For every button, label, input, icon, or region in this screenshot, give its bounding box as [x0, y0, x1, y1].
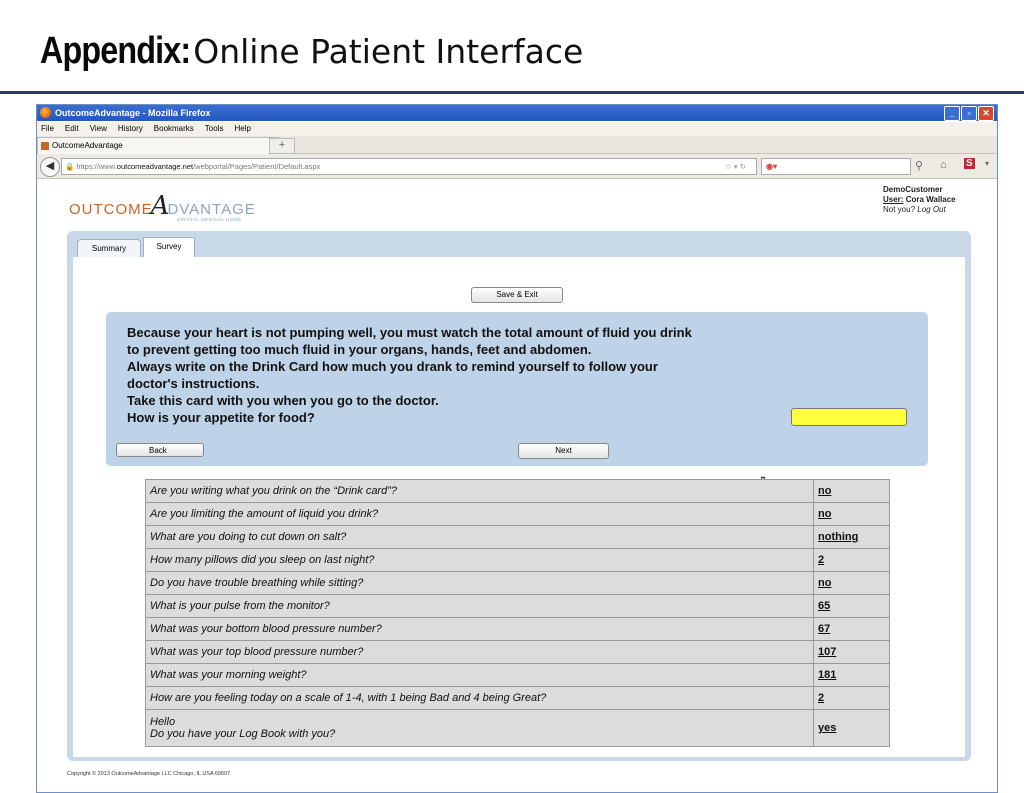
- answer-cell[interactable]: no: [814, 480, 890, 503]
- menu-bar: [37, 122, 997, 136]
- answer-cell[interactable]: 67: [814, 618, 890, 641]
- greeting-text: Hello: [150, 716, 176, 728]
- question-cell: Are you writing what you drink on the “Drink card”?: [146, 480, 814, 503]
- new-tab-button[interactable]: +: [269, 138, 295, 154]
- maximize-icon[interactable]: ▫: [961, 106, 977, 121]
- previous-answers-table: [145, 479, 890, 747]
- lock-icon: 🔒: [65, 162, 75, 171]
- menu-tools[interactable]: Tools: [204, 124, 224, 133]
- url-path: /webportal/Pages/Patient/Default.aspx: [193, 162, 321, 171]
- answer-cell[interactable]: 181: [814, 664, 890, 687]
- question-cell: Do you have trouble breathing while sitting?: [146, 572, 814, 595]
- back-arrow-icon[interactable]: ◀: [40, 157, 60, 177]
- answer-cell[interactable]: 2: [814, 687, 890, 710]
- table-row: [146, 480, 890, 503]
- slide-title: [40, 30, 583, 73]
- table-row: [146, 687, 890, 710]
- question-line: Because your heart is not pumping well, you must watch the total amount of fluid you drink: [127, 325, 692, 340]
- browser-tab[interactable]: [37, 137, 279, 154]
- table-row: [146, 618, 890, 641]
- table-row: [146, 710, 890, 747]
- table-row: [146, 572, 890, 595]
- question-cell: What was your morning weight?: [146, 664, 814, 687]
- menu-help[interactable]: Help: [234, 124, 251, 133]
- question-line: to prevent getting too much fluid in your organs, hands, feet and abdomen.: [127, 342, 592, 357]
- menu-history[interactable]: History: [117, 124, 143, 133]
- favicon-icon: [41, 142, 49, 150]
- question-cell: How many pillows did you sleep on last night?: [146, 549, 814, 572]
- table-row: [146, 526, 890, 549]
- logbook-question: Do you have your Log Book with you?: [150, 728, 336, 740]
- answer-cell[interactable]: no: [814, 503, 890, 526]
- slide-title-bold: Appendix:: [40, 30, 191, 72]
- addon-icon[interactable]: S: [966, 158, 973, 169]
- question-cell: Are you limiting the amount of liquid you drink?: [146, 503, 814, 526]
- not-you-text: Not you?: [883, 205, 916, 214]
- back-button[interactable]: Back: [116, 443, 204, 457]
- customer-name: DemoCustomer: [883, 185, 943, 194]
- question-cell: What was your top blood pressure number?: [146, 641, 814, 664]
- navigation-bar: [37, 154, 997, 179]
- user-info: [883, 185, 956, 215]
- browser-window: [36, 104, 998, 793]
- table-row: [146, 595, 890, 618]
- menu-bookmarks[interactable]: Bookmarks: [153, 124, 194, 133]
- question-line: How is your appetite for food?: [127, 410, 315, 425]
- answer-cell[interactable]: 2: [814, 549, 890, 572]
- question-line: Always write on the Drink Card how much you drank to remind yourself to follow your: [127, 359, 658, 374]
- firefox-logo-icon: [40, 107, 51, 118]
- table-row: [146, 503, 890, 526]
- logo-text-left: OUTCOME: [69, 201, 153, 218]
- question-line: Take this card with you when you go to the doctor.: [127, 393, 439, 408]
- browser-tab-label: OutcomeAdvantage: [52, 141, 123, 150]
- user-name: Cora Wallace: [905, 195, 956, 204]
- star-icon[interactable]: ☆ ▾ ↻: [725, 162, 746, 171]
- question-text: [127, 324, 807, 426]
- logout-link[interactable]: Log Out: [917, 205, 946, 214]
- web-page: [37, 179, 997, 792]
- menu-edit[interactable]: Edit: [64, 124, 79, 133]
- answer-cell[interactable]: yes: [814, 710, 890, 747]
- tab-survey[interactable]: Survey: [143, 237, 195, 258]
- menu-file[interactable]: File: [41, 124, 54, 133]
- window-titlebar: [37, 105, 997, 121]
- table-row: [146, 664, 890, 687]
- question-cell: What is your pulse from the monitor?: [146, 595, 814, 618]
- slide-title-text: Online Patient Interface: [193, 32, 584, 71]
- user-label: User:: [883, 195, 904, 204]
- save-exit-button[interactable]: Save & Exit: [471, 287, 563, 303]
- answer-input[interactable]: [791, 408, 907, 426]
- table-row: [146, 641, 890, 664]
- question-cell: [146, 710, 814, 747]
- menu-dropdown-icon[interactable]: ▾: [985, 159, 990, 168]
- table-row: [146, 549, 890, 572]
- search-bar[interactable]: [761, 158, 911, 175]
- menu-view[interactable]: View: [89, 124, 107, 133]
- home-icon[interactable]: ⌂: [940, 159, 947, 171]
- answer-cell[interactable]: no: [814, 572, 890, 595]
- logo-text-right: DVANTAGE: [167, 201, 256, 218]
- url-bar[interactable]: [61, 158, 757, 175]
- question-cell: What was your bottom blood pressure number?: [146, 618, 814, 641]
- logo-tagline: VIRTUAL MEDICAL HOME: [177, 217, 242, 222]
- tab-summary[interactable]: Summary: [77, 239, 141, 257]
- answer-cell[interactable]: 65: [814, 595, 890, 618]
- answer-cell[interactable]: nothing: [814, 526, 890, 549]
- search-magnifier-icon[interactable]: ⚲: [915, 160, 924, 172]
- logo-letter: A: [150, 191, 170, 221]
- answer-cell[interactable]: 107: [814, 641, 890, 664]
- close-icon[interactable]: ✕: [978, 106, 994, 121]
- search-engine-icon[interactable]: ◉▾: [766, 162, 777, 171]
- url-prefix: https://www.: [76, 162, 117, 171]
- next-button[interactable]: Next: [518, 443, 609, 459]
- slide-divider: [0, 91, 1024, 94]
- question-line: doctor's instructions.: [127, 376, 260, 391]
- question-cell: What are you doing to cut down on salt?: [146, 526, 814, 549]
- minimize-icon[interactable]: _: [944, 106, 960, 121]
- url-domain: outcomeadvantage.net: [116, 162, 194, 171]
- page-footer: Copyright © 2013 OutcomeAdvantage LLC Chicago, IL USA 60607: [67, 771, 231, 777]
- window-title: OutcomeAdvantage - Mozilla Firefox: [55, 108, 211, 118]
- question-cell: How are you feeling today on a scale of 1-4, with 1 being Bad and 4 being Great?: [146, 687, 814, 710]
